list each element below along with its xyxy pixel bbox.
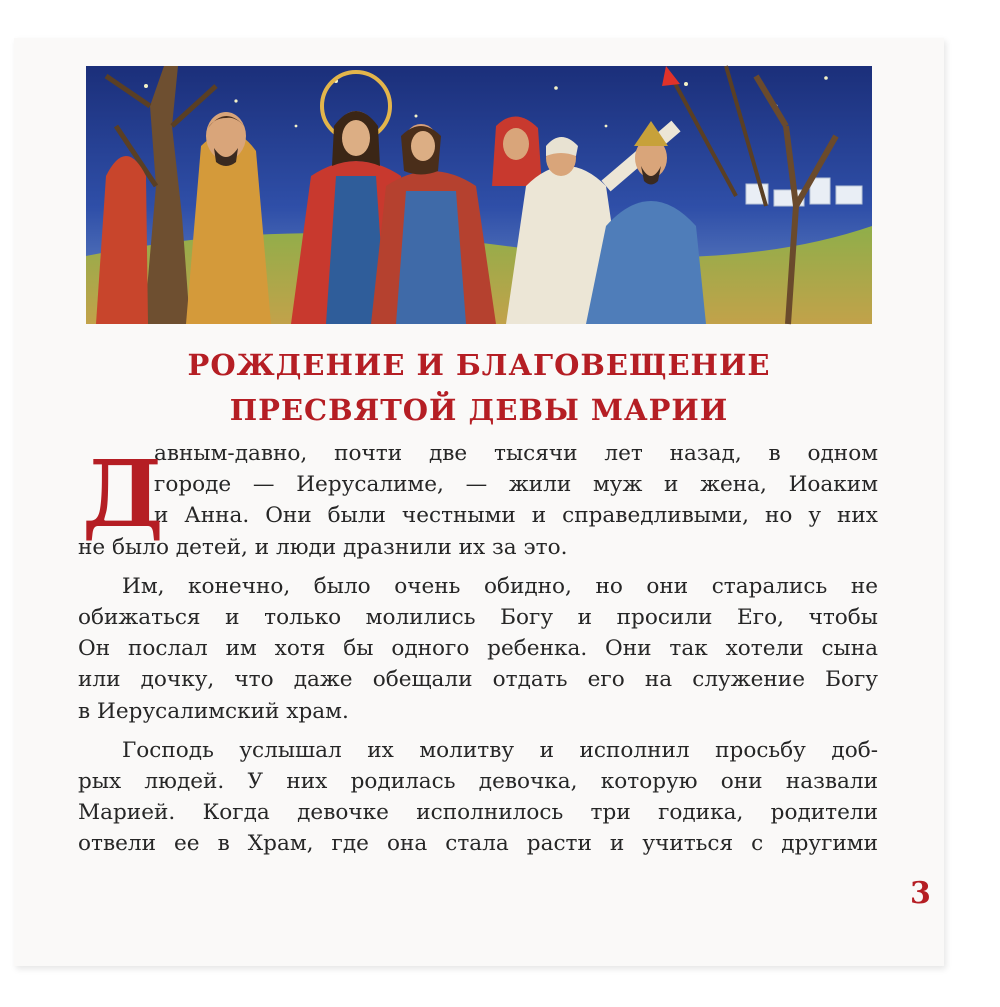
paragraph1-line1: авным-давно, почти две тысячи лет назад, в одном xyxy=(154,441,878,466)
paragraph2-line4: или дочку, что даже обещали отдать его на служение Богу xyxy=(78,667,878,693)
paragraph3-line4: отвели ее в Храм, где она стала расти и учиться с другими xyxy=(78,831,878,857)
paragraph2-line2: обижаться и только молились Богу и просили Его, чтобы xyxy=(78,604,878,630)
icon-painting-illustration xyxy=(86,66,872,324)
paragraph2-line3: Он послал им хотя бы одного ребенка. Они так хотели сына xyxy=(78,636,878,662)
chapter-title-line2: ПРЕСВЯТОЙ ДЕВЫ МАРИИ xyxy=(229,393,729,427)
paragraph2-line5: в Иерусалимский храм. xyxy=(78,698,349,724)
dropcap-letter xyxy=(78,440,164,548)
paragraph3-line3: Марией. Когда девочке исполнилось три годика, родители xyxy=(78,800,878,826)
svg-text:Д: Д xyxy=(82,440,164,548)
paragraph3-line1: Господь услышал их молитву и исполнил просьбу доб- xyxy=(122,737,878,763)
paragraph2-line1: Им, конечно, было очень обидно, но они старались не xyxy=(122,573,878,599)
paragraph3-line2: рых людей. У них родилась девочка, которую они назвали xyxy=(78,768,878,794)
paragraph1-line2: городе — Иерусалиме, — жили муж и жена, Иоаким xyxy=(154,472,878,498)
paragraph1-line4: не было детей, и люди дразнили их за это. xyxy=(78,534,568,560)
page-number: 3 xyxy=(910,876,931,911)
body-text xyxy=(78,438,878,859)
paragraph1-line3: и Анна. Они были честными и справедливыми, но у них xyxy=(154,503,878,529)
chapter-title-line1: РОЖДЕНИЕ И БЛАГОВЕЩЕНИЕ xyxy=(187,348,771,382)
